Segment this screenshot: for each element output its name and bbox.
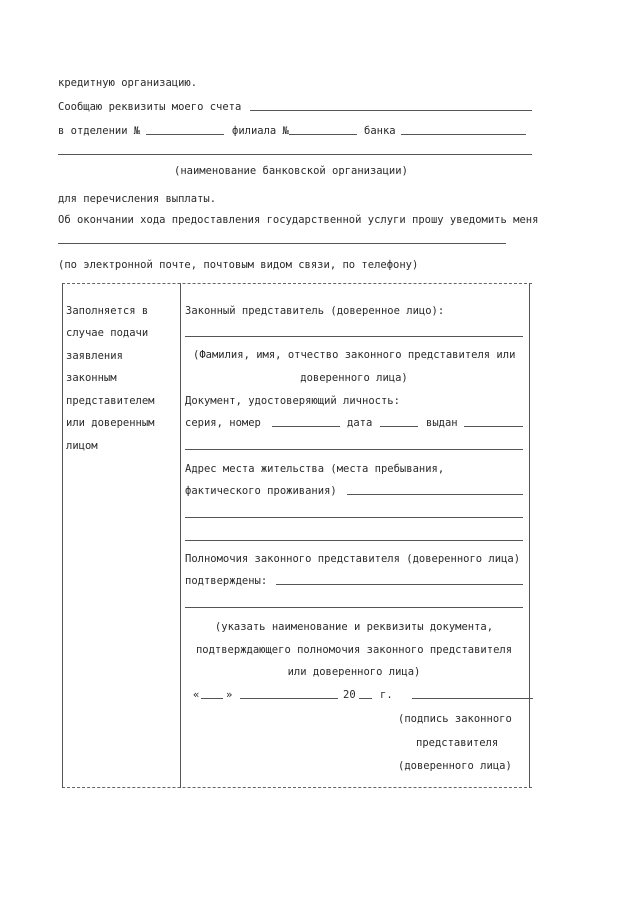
table-top-border xyxy=(62,283,532,284)
date-close-quote: » xyxy=(226,689,233,701)
notify-line: Об окончании хода предоставления государственной услуги прошу уведомить меня xyxy=(58,214,539,226)
powers-caption-line-2: подтверждающего полномочия законного представителя xyxy=(195,644,513,656)
powers-caption-line-3: или доверенного лица) xyxy=(287,666,421,678)
left-note-line-7: лицом xyxy=(66,440,98,452)
rep-name-field[interactable] xyxy=(185,336,523,337)
left-note-line-3: заявления xyxy=(66,350,123,362)
address-label-line-2: фактического проживания) xyxy=(185,485,337,497)
address-field-2[interactable] xyxy=(185,517,523,518)
issued-label: выдан xyxy=(426,417,458,429)
left-note-line-6: или доверенным xyxy=(66,417,155,429)
sign-day-field[interactable] xyxy=(201,698,223,699)
left-note-line-5: представителем xyxy=(66,395,155,407)
date-label: дата xyxy=(347,417,373,429)
date-open-quote: « xyxy=(193,689,200,701)
sign-caption-line-1: (подпись законного xyxy=(398,713,512,725)
table-right-border xyxy=(529,283,530,788)
table-left-border xyxy=(62,283,63,788)
powers-field-2[interactable] xyxy=(185,607,523,608)
issued-by-field[interactable] xyxy=(464,426,523,427)
left-note-line-4: законным xyxy=(66,372,117,384)
powers-field-1[interactable] xyxy=(276,584,523,585)
bank-label: банка xyxy=(364,125,396,137)
sign-year-field[interactable] xyxy=(359,698,372,699)
account-field[interactable] xyxy=(250,110,532,111)
table-column-divider xyxy=(180,283,181,788)
table-bottom-border xyxy=(62,787,532,788)
year-suffix: г. xyxy=(380,689,393,701)
powers-caption-line-1: (указать наименование и реквизиты документа, xyxy=(214,621,494,633)
sign-month-field[interactable] xyxy=(240,698,338,699)
branch-number-field[interactable] xyxy=(146,134,224,135)
powers-label-line-2: подтверждены: xyxy=(185,575,268,587)
doc-label: Документ, удостоверяющий личность: xyxy=(185,395,400,407)
address-field-1[interactable] xyxy=(347,494,523,495)
address-field-3[interactable] xyxy=(185,540,523,541)
left-note-line-2: случае подачи xyxy=(66,327,149,339)
filial-number-field[interactable] xyxy=(289,134,357,135)
org-line: кредитную организацию. xyxy=(58,77,198,89)
fio-caption-line-2: доверенного лица) xyxy=(300,372,408,384)
requisites-label: Сообщаю реквизиты моего счета xyxy=(58,101,242,113)
notify-method-field[interactable] xyxy=(58,243,506,244)
branch-label: в отделении № xyxy=(58,125,141,137)
sign-caption-line-3: (доверенного лица) xyxy=(398,760,512,772)
signature-field[interactable] xyxy=(412,698,533,699)
bank-name-field[interactable] xyxy=(58,154,532,155)
sign-caption-line-2: представителя xyxy=(416,737,499,749)
bank-caption: (наименование банковской организации) xyxy=(174,165,408,177)
doc-date-field[interactable] xyxy=(380,426,418,427)
notify-caption: (по электронной почте, почтовым видом связи, по телефону) xyxy=(58,259,419,271)
series-number-field[interactable] xyxy=(272,426,340,427)
year-prefix: 20 xyxy=(343,689,356,701)
filial-label: филиала № xyxy=(232,125,289,137)
bank-field[interactable] xyxy=(401,134,526,135)
issued-by-field-2[interactable] xyxy=(185,449,523,450)
series-label: серия, номер xyxy=(185,417,261,429)
address-label-line-1: Адрес места жительства (места пребывания, xyxy=(185,463,445,475)
rep-label: Законный представитель (доверенное лицо): xyxy=(185,305,445,317)
payout-line: для перечисления выплаты. xyxy=(58,193,217,205)
left-note-line-1: Заполняется в xyxy=(66,305,149,317)
powers-label-line-1: Полномочия законного представителя (доверенного лица) xyxy=(185,553,521,565)
fio-caption-line-1: (Фамилия, имя, отчество законного представителя или xyxy=(193,349,516,361)
